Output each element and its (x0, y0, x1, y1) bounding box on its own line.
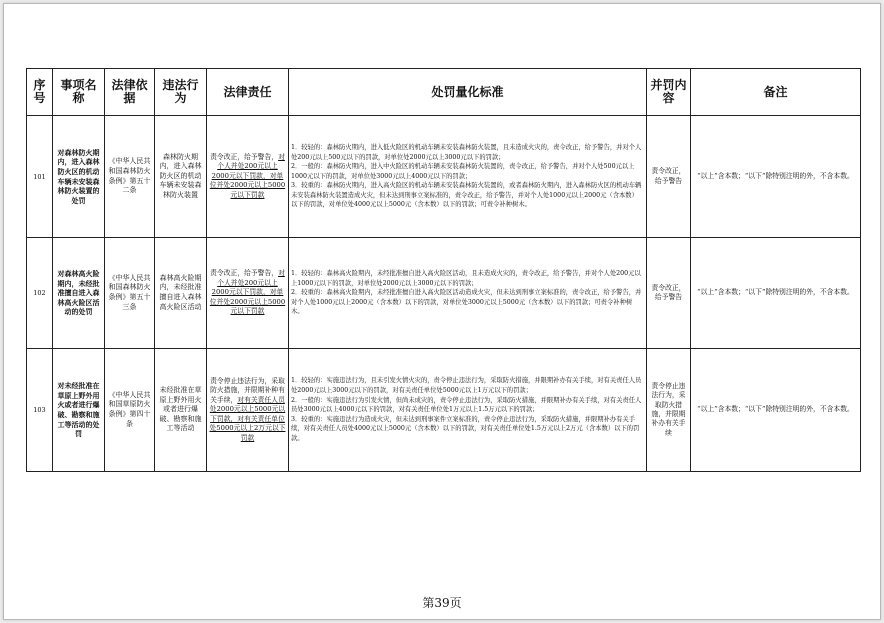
header-item: 事项名称 (53, 69, 105, 116)
table-row (27, 116, 861, 238)
document-page (3, 3, 881, 620)
resp-text: 责令改正，给予警告， (210, 269, 279, 278)
row-act: 未经批准在草原上野外用火或者进行爆破、勘察和施工等活动 (155, 349, 207, 472)
resp-text: 责令改正，给予警告， (210, 152, 279, 161)
resp-text: 责令停止违法行为，采取防火措施，并限期补种有关手续， (210, 377, 285, 404)
row-act: 森林高火险期内，未经批准擅自进入森林高火险区活动 (155, 238, 207, 349)
std-clause: 3．较重的：森林防火期内，进入高火险区的机动车辆未安装森林防火装置的，或者森林防火期内，进入森林防火区的机动车辆未安装森林防火装置造成火灾，但未达到刑事立案标准的，责令改正，给予警告，并对个人处1000元以上2000元（含本数）以下的罚款，对单位处4000元以上5000元（含本数）以下的罚款；可责令补种树木。 (291, 182, 642, 209)
header-basis: 法律依据 (105, 69, 155, 116)
row-note: “以上”含本数；“以下”除特别注明的外，不含本数。 (691, 349, 861, 472)
row-basis: 《中华人民共和国草原防火条例》第四十条 (105, 349, 155, 472)
row-item: 对森林防火期内，进入森林防火区的机动车辆未安装森林防火装置的处罚 (53, 116, 105, 238)
row-conc: 责令改正，给予警告 (647, 116, 691, 238)
std-clause: 3．较重的：实施违法行为造成火灾，但未达到刑事案件立案标准的，责令停止违法行为，采取防火措施，并限期补办有关手续，对有关责任人员处4000元以上5000元（含本数）以下的罚款，对有关责任单位处1.5万元以上2万元（含本数）以下的罚款。 (291, 415, 640, 442)
row-item: 对森林高火险期内，未经批准擅自进入森林高火险区活动的处罚 (53, 238, 105, 349)
header-act: 违法行为 (155, 69, 207, 116)
table-header-row (27, 69, 861, 116)
row-std (289, 238, 647, 349)
row-basis: 《中华人民共和国森林防火条例》第五十三条 (105, 238, 155, 349)
header-seq: 序号 (27, 69, 53, 116)
row-resp (207, 349, 289, 472)
row-conc: 责令改正，给予警告 (647, 238, 691, 349)
table-row (27, 349, 861, 472)
std-clause: 2．一般的：实施违法行为引发火情，但尚未成灾的，责令停止违法行为，采取防火措施，并限期补办有关手续，对有关责任人员处3000元以上4000元以下的罚款，对有关责任单位处1万元以上1.5万元以下的罚款； (291, 396, 642, 414)
row-item: 对未经批准在草原上野外用火或者进行爆破、勘察和施工等活动的处罚 (53, 349, 105, 472)
row-basis: 《中华人民共和国森林防火条例》第五十二条 (105, 116, 155, 238)
std-clause: 2．一般的：森林防火期内，进入中火险区的机动车辆未安装森林防火装置的，责令改正，给予警告，并对个人处500元以上1000元以下的罚款，对单位处3000元以上4000元以下的罚款； (291, 163, 635, 180)
header-note: 备注 (691, 69, 861, 116)
table-row (27, 238, 861, 349)
header-std: 处罚量化标准 (289, 69, 647, 116)
row-resp (207, 116, 289, 238)
row-seq: 102 (27, 238, 53, 349)
std-clause: 1．较轻的：实施违法行为，且未引发火情火灾的，责令停止违法行为，采取防火措施，并限期补办有关手续，对有关责任人员处2000元以上3000元以下的罚款，对有关责任单位处5000元以上1万元以下的罚款； (291, 377, 642, 395)
penalty-table (26, 68, 861, 472)
page-number: 第39页 (422, 596, 462, 610)
std-clause: 2．较重的：森林高火险期内，未经批准擅自进入高火险区活动造成火灾，但未达到刑事立案标准的，责令改正，给予警告，并对个人处1000元以上2000元（含本数）以下的罚款，对单位处3000元以上5000元（含本数）以下的罚款；可责令补种树木。 (291, 289, 642, 316)
row-act: 森林防火期内，进入森林防火区的机动车辆未安装森林防火装置 (155, 116, 207, 238)
resp-underlined-text: 对个人并处200元以上2000元以下罚款，对单位并处2000元以上5000元以下罚款 (209, 152, 286, 199)
row-seq: 101 (27, 116, 53, 238)
resp-underlined-text: 对有关责任人员处2000元以上5000元以下罚款，对有关责任单位处5000元以上2万元以下罚款 (209, 395, 286, 442)
row-seq: 103 (27, 349, 53, 472)
row-std (289, 116, 647, 238)
header-resp: 法律责任 (207, 69, 289, 116)
row-resp (207, 238, 289, 349)
row-note: “以上”含本数；“以下”除特别注明的外，不含本数。 (691, 116, 861, 238)
header-conc: 并罚内容 (647, 69, 691, 116)
std-clause: 1．较轻的：森林高火险期内，未经批准擅自进入高火险区活动，且未造成火灾的，责令改正，给予警告，并对个人处200元以上1000元以下的罚款，对单位处2000元以上3000元以下的罚款； (291, 270, 641, 287)
row-std (289, 349, 647, 472)
std-clause: 1．较轻的：森林防火期内，进入低火险区的机动车辆未安装森林防火装置，且未造成火灾的，责令改正，给予警告，并对个人处200元以上500元以下的罚款，对单位处2000元以上3000元以下的罚款； (291, 143, 642, 161)
row-conc: 责令停止违法行为，采取防火措施，并限期补办有关手续 (647, 349, 691, 472)
resp-underlined-text: 对个人并处200元以上2000元以下罚款，对单位并处2000元以上5000元以下罚款 (209, 269, 286, 316)
row-note: “以上”含本数；“以下”除特别注明的外，不含本数。 (691, 238, 861, 349)
